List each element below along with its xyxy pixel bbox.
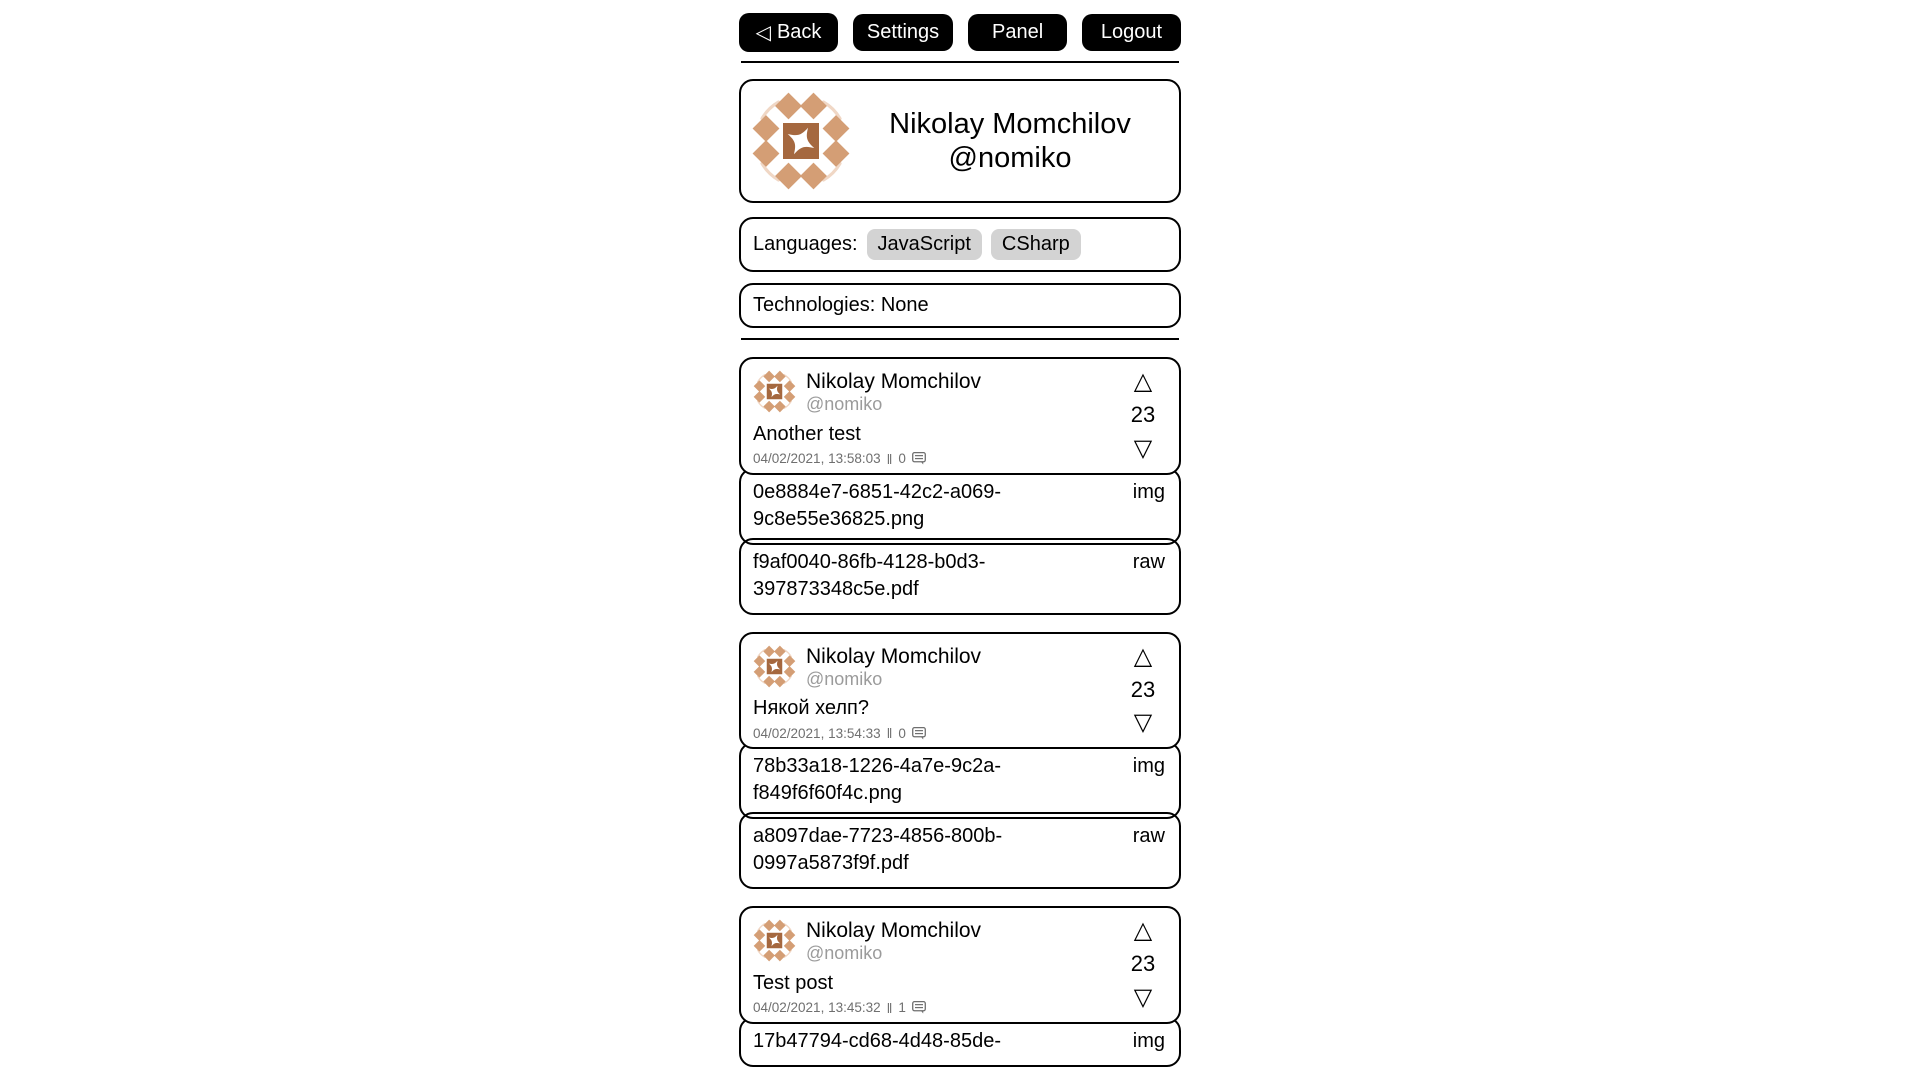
technologies-card bbox=[739, 283, 1181, 328]
settings-button[interactable]: Settings bbox=[853, 14, 953, 51]
languages-label: Languages: bbox=[753, 233, 858, 255]
post-title: Test post bbox=[753, 971, 834, 994]
post-card[interactable] bbox=[739, 906, 1181, 1024]
post-timestamp: 04/02/2021, 13:54:33 bbox=[753, 725, 881, 741]
attachment-row[interactable] bbox=[739, 742, 1181, 819]
post-author-name: Nikolay Momchilov bbox=[806, 370, 982, 393]
profile-identity bbox=[851, 107, 1169, 175]
language-tag-csharp: CSharp bbox=[991, 229, 1081, 260]
post-title: Another test bbox=[753, 422, 861, 445]
post-author-handle: @nomiko bbox=[806, 943, 883, 964]
profile-name: Nikolay Momchilov bbox=[889, 107, 1131, 140]
attachment-filename: f9af0040-86fb-4128-b0d3-397873348c5e.pdf bbox=[753, 550, 986, 600]
post-score: 23 bbox=[1130, 951, 1156, 977]
post-comment-count: 1 bbox=[898, 1000, 906, 1016]
post-score: 23 bbox=[1130, 676, 1156, 702]
attachment-type-badge: raw bbox=[1132, 825, 1165, 848]
comments-icon bbox=[912, 727, 926, 740]
panel-button[interactable]: Panel bbox=[968, 14, 1067, 51]
back-button[interactable] bbox=[739, 13, 838, 52]
post-score: 23 bbox=[1130, 402, 1156, 428]
profile-avatar bbox=[751, 91, 851, 191]
upvote-button[interactable]: △ bbox=[1133, 917, 1153, 945]
attachment-type-badge: img bbox=[1132, 1029, 1165, 1052]
comments-icon bbox=[912, 1001, 926, 1014]
downvote-button[interactable]: ▽ bbox=[1133, 709, 1153, 737]
profile-card bbox=[739, 79, 1181, 203]
attachment-type-badge: img bbox=[1132, 480, 1165, 503]
attachment-filename: 17b47794-cd68-4d48-85de- bbox=[753, 1029, 1001, 1052]
upvote-button[interactable]: △ bbox=[1133, 642, 1153, 670]
attachment-filename: a8097dae-7723-4856-800b-0997a5873f9f.pdf bbox=[753, 825, 1003, 875]
post-author-avatar bbox=[753, 370, 796, 413]
attachment-type-badge: img bbox=[1132, 755, 1165, 778]
attachment-filename: 78b33a18-1226-4a7e-9c2a-f849f6f60f4c.png bbox=[753, 755, 1001, 805]
post-comment-count: 0 bbox=[898, 725, 906, 741]
post-comment-count: 0 bbox=[898, 451, 906, 467]
attachment-filename: 0e8884e7-6851-42c2-a069-9c8e55e36825.png bbox=[753, 480, 1001, 530]
meta-separator: ‖ bbox=[886, 999, 893, 1016]
attachment-row[interactable] bbox=[739, 1017, 1181, 1067]
upvote-button[interactable]: △ bbox=[1133, 368, 1153, 395]
nav-divider bbox=[741, 61, 1179, 63]
profile-handle: @nomiko bbox=[948, 142, 1072, 174]
attachment-row[interactable] bbox=[739, 468, 1181, 545]
downvote-button[interactable]: ▽ bbox=[1133, 983, 1153, 1011]
post-author-handle: @nomiko bbox=[806, 668, 883, 689]
post-group bbox=[739, 906, 1181, 1067]
languages-card bbox=[739, 217, 1181, 272]
post-author-name: Nikolay Momchilov bbox=[806, 919, 982, 943]
back-arrow-icon: ◁ bbox=[755, 22, 771, 44]
logout-button[interactable]: Logout bbox=[1082, 14, 1181, 51]
post-group bbox=[739, 357, 1181, 615]
top-nav bbox=[739, 13, 1181, 52]
meta-separator: ‖ bbox=[886, 725, 893, 742]
attachment-row[interactable] bbox=[739, 812, 1181, 889]
post-group bbox=[739, 632, 1181, 890]
comments-icon bbox=[912, 452, 926, 465]
content-column bbox=[739, 13, 1181, 1067]
post-author-handle: @nomiko bbox=[806, 394, 883, 415]
post-author-avatar bbox=[753, 645, 796, 688]
posts-divider bbox=[741, 338, 1179, 340]
technologies-text: Technologies: None bbox=[753, 294, 929, 316]
back-button-label: Back bbox=[776, 21, 822, 43]
post-timestamp: 04/02/2021, 13:58:03 bbox=[753, 451, 881, 467]
meta-separator: ‖ bbox=[886, 450, 893, 467]
post-timestamp: 04/02/2021, 13:45:32 bbox=[753, 1000, 881, 1016]
post-card[interactable] bbox=[739, 632, 1181, 750]
post-title: Някой хелп? bbox=[753, 697, 869, 720]
post-author-avatar bbox=[753, 919, 796, 962]
post-author-name: Nikolay Momchilov bbox=[806, 644, 982, 668]
downvote-button[interactable]: ▽ bbox=[1133, 434, 1153, 462]
attachment-row[interactable] bbox=[739, 538, 1181, 615]
language-tag-javascript: JavaScript bbox=[867, 229, 982, 260]
attachment-type-badge: raw bbox=[1132, 550, 1165, 573]
post-card[interactable] bbox=[739, 357, 1181, 475]
